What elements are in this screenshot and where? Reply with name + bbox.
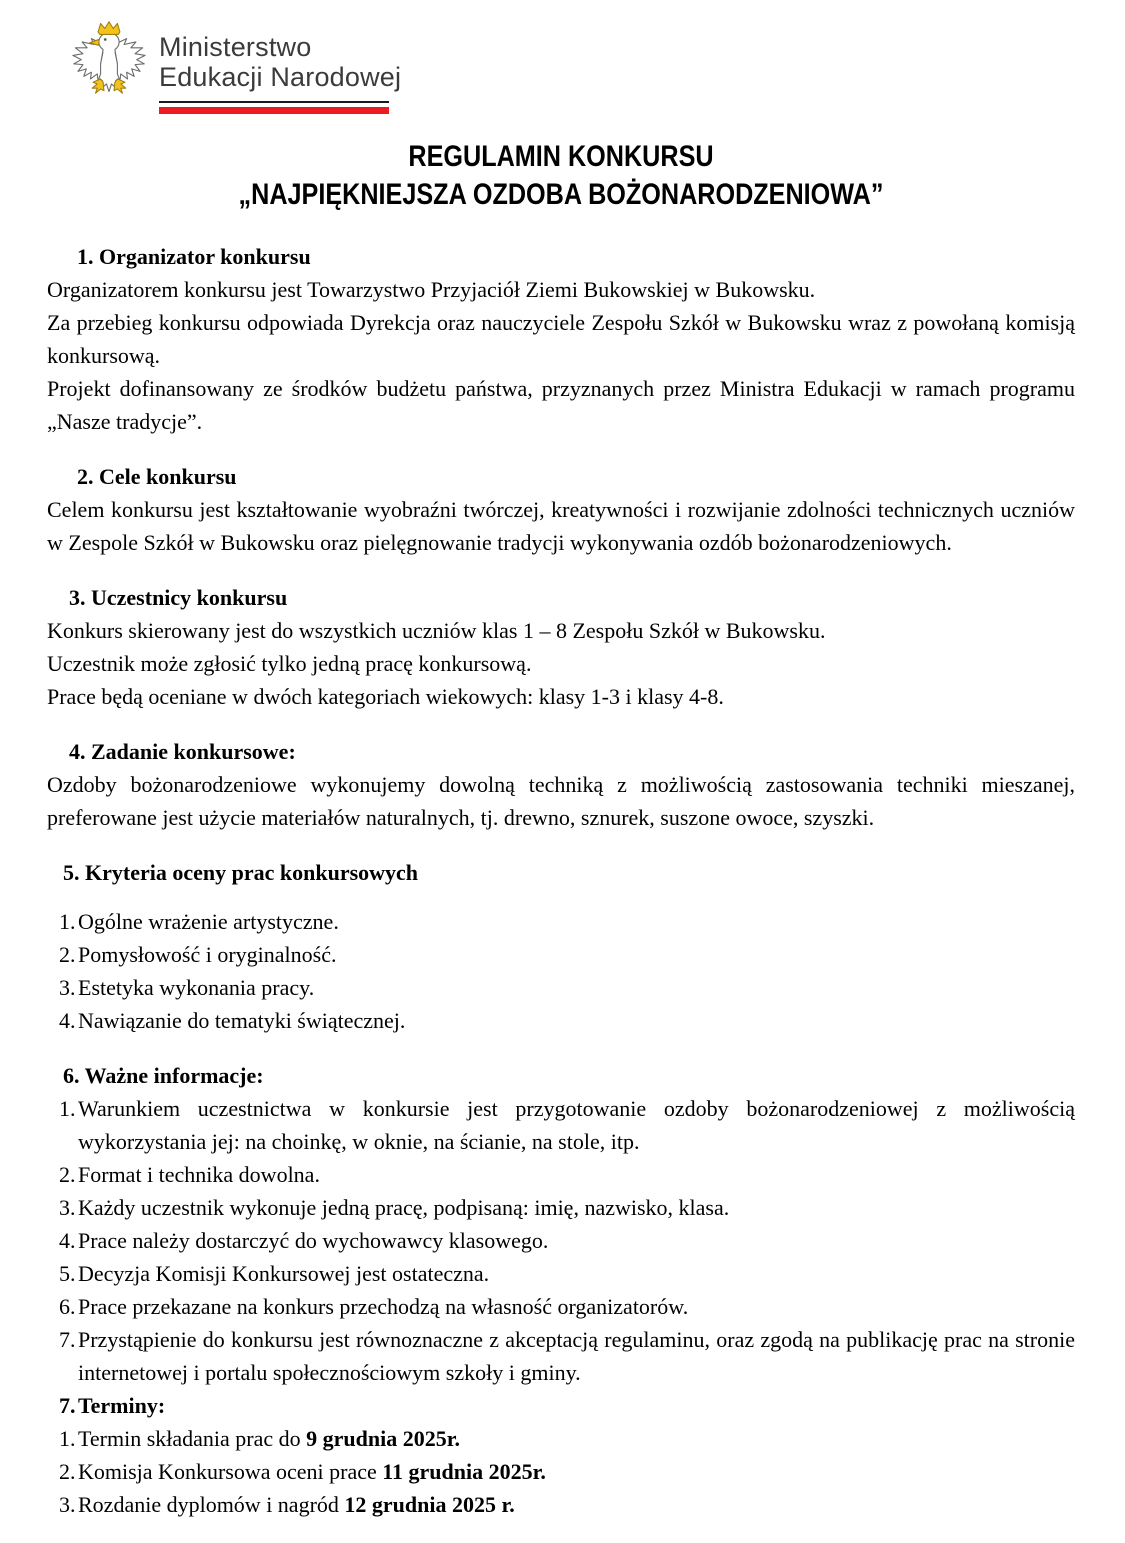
paragraph: Celem konkursu jest kształtowanie wyobraźni twórczej, kreatywności i rozwijanie zdolności technicznych uczniów w Zespole Szkół w Bukowsku oraz pielęgnowanie tradycji wykonywania ozdób bożonarodzeniowych.: [47, 497, 1075, 555]
section-heading-organizator: 1. Organizator konkursu: [77, 244, 311, 269]
polish-eagle-icon: [67, 20, 151, 116]
list-item: [59, 1257, 1075, 1290]
list-number: 4.: [59, 1228, 76, 1253]
list-text: Każdy uczestnik wykonuje jedną pracę, podpisaną: imię, nazwisko, klasa.: [78, 1195, 730, 1220]
section-heading-cele: 2. Cele konkursu: [77, 464, 237, 489]
section-heading-wazne: 6. Ważne informacje:: [63, 1063, 264, 1088]
list-text: Pomysłowość i oryginalność.: [78, 942, 337, 967]
list-text: Rozdanie dyplomów i nagród 12 grudnia 2025 r.: [78, 1492, 515, 1517]
paragraph: Uczestnik może zgłosić tylko jedną pracę konkursową.: [47, 651, 532, 676]
list-item: [59, 905, 1075, 938]
list-number: 1.: [59, 909, 76, 934]
list-item: [59, 1323, 1075, 1389]
list-text: Ogólne wrażenie artystyczne.: [78, 909, 339, 934]
paragraph: Projekt dofinansowany ze środków budżetu państwa, przyznanych przez Ministra Edukacji w ramach programu „Nasze tradycje”.: [47, 376, 1075, 434]
list-text: Estetyka wykonania pracy.: [78, 975, 315, 1000]
list-text: Prace należy dostarczyć do wychowawcy klasowego.: [78, 1228, 549, 1253]
list-number: 3.: [59, 1195, 76, 1220]
section-heading-uczestnicy: 3. Uczestnicy konkursu: [69, 585, 288, 610]
heading-number: 7.: [59, 1393, 76, 1418]
paragraph: Organizatorem konkursu jest Towarzystwo Przyjaciół Ziemi Bukowskiej w Bukowsku.: [47, 277, 816, 302]
list-item: [59, 1422, 1075, 1455]
list-item: [59, 971, 1075, 1004]
list-item: [59, 1488, 1075, 1521]
list-item: [59, 1224, 1075, 1257]
section-uczestnicy: [47, 581, 1075, 713]
list-number: 3.: [59, 1492, 76, 1517]
logo-divider-black: [159, 101, 389, 103]
section-heading-terminy: [47, 1389, 1075, 1422]
list-number: 2.: [59, 1459, 76, 1484]
list-item: [59, 1455, 1075, 1488]
paragraph: Ozdoby bożonarodzeniowe wykonujemy dowolną techniką z możliwością zastosowania techniki mieszanej, preferowane jest użycie materiałów naturalnych, tj. drewno, sznurek, suszone owoce, szyszki.: [47, 772, 1075, 830]
heading-text: Terminy:: [78, 1393, 166, 1418]
ministry-name-line1: Ministerstwo: [159, 32, 312, 62]
ministry-name-line2: Edukacji Narodowej: [159, 62, 402, 92]
wazne-list: [47, 1092, 1075, 1389]
section-heading-kryteria: 5. Kryteria oceny prac konkursowych: [63, 860, 419, 885]
list-number: 2.: [59, 1162, 76, 1187]
list-item: [59, 1191, 1075, 1224]
list-text: Komisja Konkursowa oceni prace 11 grudnia 2025r.: [78, 1459, 546, 1484]
list-text: Format i technika dowolna.: [78, 1162, 320, 1187]
deadline-date: 12 grudnia 2025 r.: [344, 1492, 515, 1517]
list-number: 1.: [59, 1426, 76, 1451]
terminy-list: [47, 1422, 1075, 1521]
list-number: 7.: [59, 1327, 76, 1352]
section-zadanie: [47, 735, 1075, 834]
list-number: 6.: [59, 1294, 76, 1319]
list-item: [59, 1158, 1075, 1191]
list-text: Termin składania prac do 9 grudnia 2025r.: [78, 1426, 460, 1451]
list-number: 5.: [59, 1261, 76, 1286]
document-title: [47, 138, 1075, 214]
list-item: [59, 1290, 1075, 1323]
kryteria-list: [47, 905, 1075, 1037]
list-text: Przystąpienie do konkursu jest równoznaczne z akceptacją regulaminu, oraz zgodą na publikację prac na stronie internetowej i portalu społecznościowym szkoły i gminy.: [78, 1327, 1075, 1385]
paragraph: Za przebieg konkursu odpowiada Dyrekcja oraz nauczyciele Zespołu Szkół w Bukowsku wraz z powołaną komisją konkursową.: [47, 310, 1075, 368]
section-cele: [47, 460, 1075, 559]
deadline-date: 9 grudnia 2025r.: [306, 1426, 460, 1451]
section-organizator: [47, 240, 1075, 438]
ministry-logo: [67, 20, 1075, 116]
paragraph: Prace będą oceniane w dwóch kategoriach wiekowych: klasy 1-3 i klasy 4-8.: [47, 684, 724, 709]
list-number: 2.: [59, 942, 76, 967]
section-wazne-informacje: [47, 1059, 1075, 1521]
list-item: [59, 938, 1075, 971]
list-number: 3.: [59, 975, 76, 1000]
list-text: Prace przekazane na konkurs przechodzą na własność organizatorów.: [78, 1294, 689, 1319]
list-text: Warunkiem uczestnictwa w konkursie jest przygotowanie ozdoby bożonarodzeniowej z możliwością wykorzystania jej: na choinkę, w oknie, na ścianie, na stole, itp.: [78, 1096, 1075, 1154]
deadline-date: 11 grudnia 2025r.: [382, 1459, 546, 1484]
paragraph: Konkurs skierowany jest do wszystkich uczniów klas 1 – 8 Zespołu Szkół w Bukowsku.: [47, 618, 826, 643]
list-text: Nawiązanie do tematyki świątecznej.: [78, 1008, 406, 1033]
document-title-line2: „NAJPIĘKNIEJSZA OZDOBA BOŻONARODZENIOWA”: [238, 178, 884, 211]
list-number: 1.: [59, 1096, 76, 1121]
list-text: Decyzja Komisji Konkursowej jest ostateczna.: [78, 1261, 490, 1286]
document-title-line1: REGULAMIN KONKURSU: [408, 140, 714, 173]
list-item: [59, 1092, 1075, 1158]
logo-divider-red: [159, 107, 389, 114]
list-number: 4.: [59, 1008, 76, 1033]
section-heading-zadanie: 4. Zadanie konkursowe:: [69, 739, 296, 764]
section-kryteria: [47, 856, 1075, 1037]
list-item: [59, 1004, 1075, 1037]
